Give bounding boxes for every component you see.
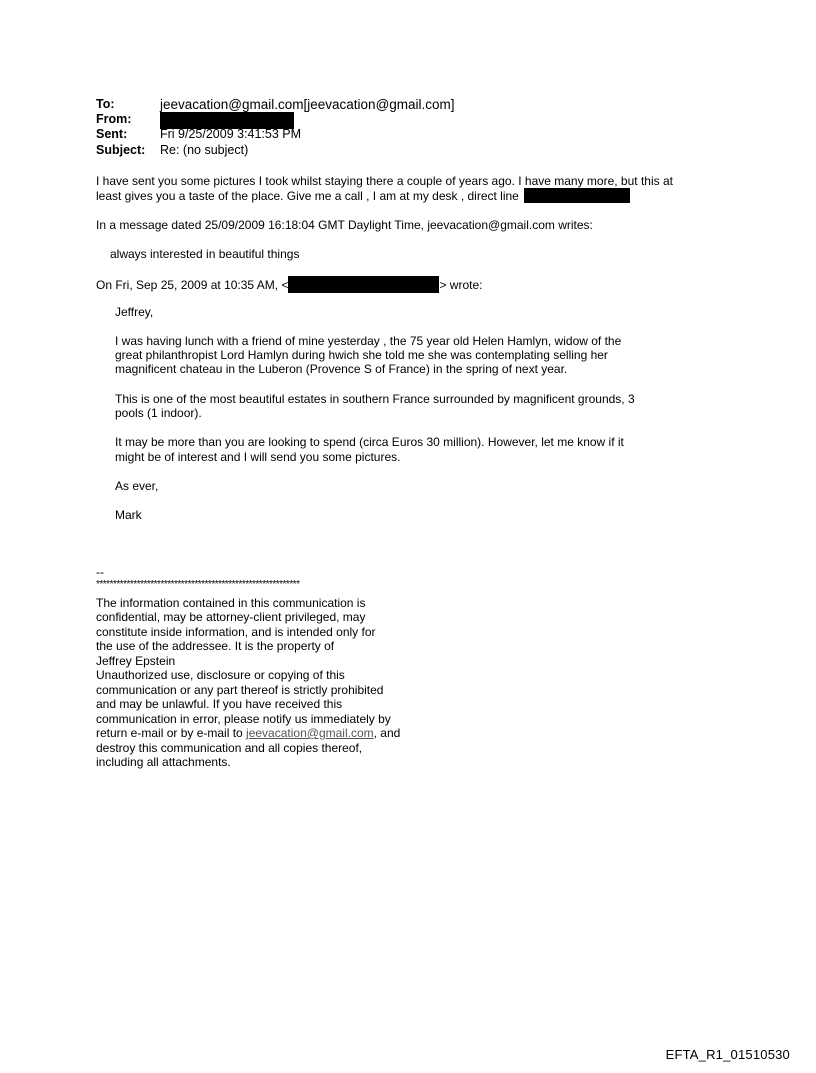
disclaimer-line: including all attachments.: [96, 755, 231, 769]
disclaimer-line: the use of the addressee. It is the property of: [96, 639, 335, 653]
signature: Mark: [115, 508, 142, 522]
disclaimer-line-email: [96, 726, 400, 741]
signature-dashes: --: [96, 565, 104, 579]
disclaimer-line: constitute inside information, and is intended only for: [96, 625, 376, 639]
quote2-header-post: > wrote:: [439, 278, 483, 292]
subject-label: Subject:: [96, 143, 146, 157]
star-separator: ************************************************************: [96, 579, 300, 590]
disclaimer-line: confidential, may be attorney-client privileged, may: [96, 610, 366, 624]
closing: As ever,: [115, 479, 159, 493]
quote1-text: always interested in beautiful things: [110, 247, 300, 261]
paragraph1-line1: I was having lunch with a friend of mine yesterday , the 75 year old Helen Hamlyn, widow of the: [115, 334, 622, 348]
document-id: EFTA_R1_01510530: [665, 1047, 790, 1062]
paragraph1-line3: magnificent chateau in the Luberon (Provence S of France) in the spring of next year.: [115, 362, 568, 376]
direct-line-redaction: [524, 188, 630, 203]
paragraph3-line2: might be of interest and I will send you some pictures.: [115, 450, 401, 464]
paragraph1-line2: great philanthropist Lord Hamlyn during hwich she told me she was contemplating selling her: [115, 348, 608, 362]
disclaimer-line: and may be unlawful. If you have received this: [96, 697, 343, 711]
quote2-header-pre: On Fri, Sep 25, 2009 at 10:35 AM, <: [96, 278, 289, 292]
quote1-header: In a message dated 25/09/2009 16:18:04 GMT Daylight Time, jeevacation@gmail.com writes:: [96, 218, 593, 232]
from-label: From:: [96, 112, 132, 126]
intro-line-2: [96, 188, 630, 204]
disclaimer-line: Unauthorized use, disclosure or copying of this: [96, 668, 345, 682]
greeting: Jeffrey,: [115, 305, 154, 319]
sent-value: Fri 9/25/2009 3:41:53 PM: [160, 127, 302, 141]
disclaimer-line-email-pre: return e-mail or by e-mail to: [96, 726, 247, 740]
sent-label: Sent:: [96, 127, 128, 141]
to-value: jeevacation@gmail.com[jeevacation@gmail.com]: [160, 97, 455, 112]
paragraph2-line1: This is one of the most beautiful estates in southern France surrounded by magnificent grounds, 3: [115, 392, 635, 406]
intro-line-2-text: least gives you a taste of the place. Give me a call , I am at my desk , direct line: [96, 189, 519, 203]
disclaimer-email-link[interactable]: jeevacation@gmail.com: [246, 726, 374, 740]
disclaimer-line: communication or any part thereof is strictly prohibited: [96, 683, 384, 697]
quote2-header: [96, 276, 482, 293]
subject-value: Re: (no subject): [160, 143, 249, 157]
paragraph3-line1: It may be more than you are looking to spend (circa Euros 30 million). However, let me know if it: [115, 435, 624, 449]
to-label: To:: [96, 97, 115, 111]
paragraph2-line2: pools (1 indoor).: [115, 406, 202, 420]
disclaimer-line-email-post: , and: [373, 726, 401, 740]
sender-email-redaction: [288, 276, 439, 293]
intro-line-1: I have sent you some pictures I took whilst staying there a couple of years ago. I have many more, but this at: [96, 174, 673, 188]
disclaimer-line: Jeffrey Epstein: [96, 654, 176, 668]
disclaimer-line: destroy this communication and all copies thereof,: [96, 741, 363, 755]
disclaimer-line: The information contained in this communication is: [96, 596, 366, 610]
disclaimer-line: communication in error, please notify us immediately by: [96, 712, 391, 726]
